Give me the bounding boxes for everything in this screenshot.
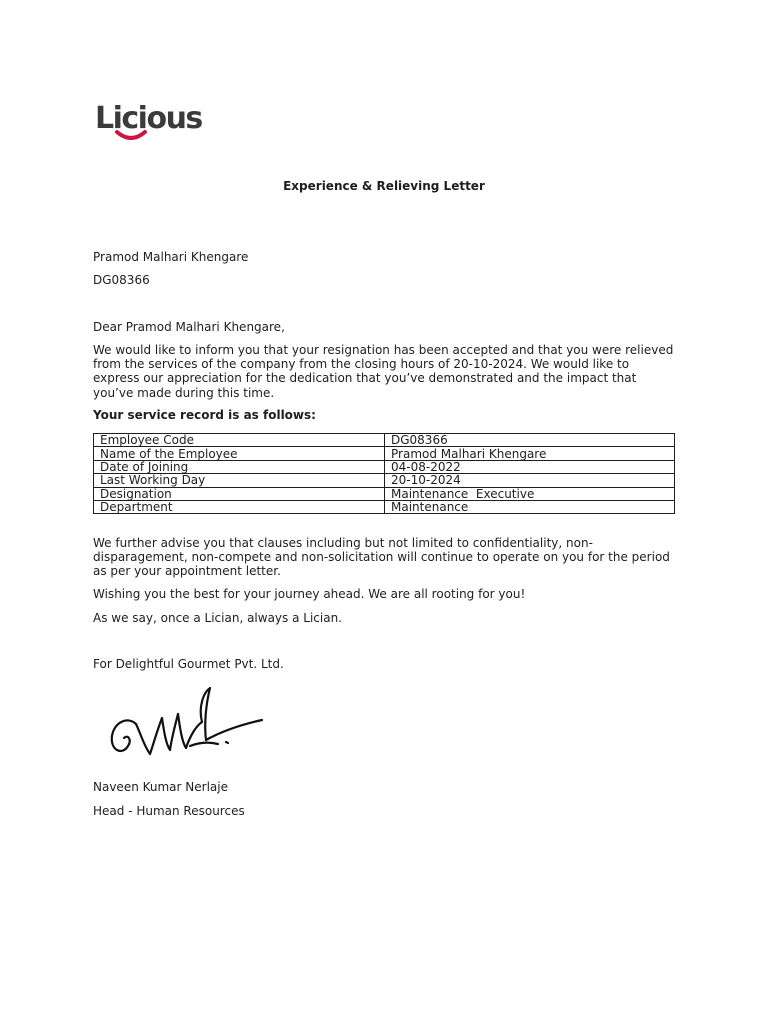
recipient-id: DG08366 [93, 273, 150, 287]
paragraph-clauses: We further advise you that clauses including but not limited to confidentiality, non-disparagement, non-compete and non-solicitation will continue to operate on you for the period as per your appointment letter. [93, 536, 670, 579]
letter-title: Experience & Relieving Letter [283, 179, 485, 193]
signer-title: Head - Human Resources [93, 804, 245, 818]
logo-wordmark: Licious [95, 101, 202, 136]
row-label: Employee Code [94, 434, 385, 447]
paragraph-motto: As we say, once a Lician, always a Lician. [93, 611, 342, 625]
recipient-name: Pramod Malhari Khengare [93, 250, 249, 264]
service-record-heading: Your service record is as follows: [93, 408, 316, 422]
company-line: For Delightful Gourmet Pvt. Ltd. [93, 657, 284, 671]
row-label: Date of Joining [94, 460, 385, 473]
row-value: 04-08-2022 [385, 460, 675, 473]
licious-logo [95, 98, 205, 144]
row-value: DG08366 [385, 434, 675, 447]
table-row [94, 434, 675, 447]
row-value: Pramod Malhari Khengare [385, 447, 675, 460]
paragraph-wishes: Wishing you the best for your journey ahead. We are all rooting for you! [93, 587, 526, 601]
paragraph-resignation: We would like to inform you that your resignation has been accepted and that you were relieved from the services of the company from the closing hours of 20-10-2024. We would like to express our appreciation for the dedication that you’ve demonstrated and the impact that you’ve made during this time. [93, 343, 674, 400]
row-label: Last Working Day [94, 474, 385, 487]
table-row [94, 460, 675, 473]
row-label: Designation [94, 487, 385, 500]
table-row [94, 500, 675, 513]
table-row [94, 447, 675, 460]
table-row [94, 474, 675, 487]
table-row [94, 487, 675, 500]
salutation: Dear Pramod Malhari Khengare, [93, 320, 285, 334]
row-value: 20-10-2024 [385, 474, 675, 487]
row-label: Name of the Employee [94, 447, 385, 460]
signature-image [106, 684, 264, 764]
row-value: Maintenance Executive [385, 487, 675, 500]
service-record-table [93, 433, 675, 514]
row-label: Department [94, 500, 385, 513]
signer-name: Naveen Kumar Nerlaje [93, 780, 228, 794]
row-value: Maintenance [385, 500, 675, 513]
